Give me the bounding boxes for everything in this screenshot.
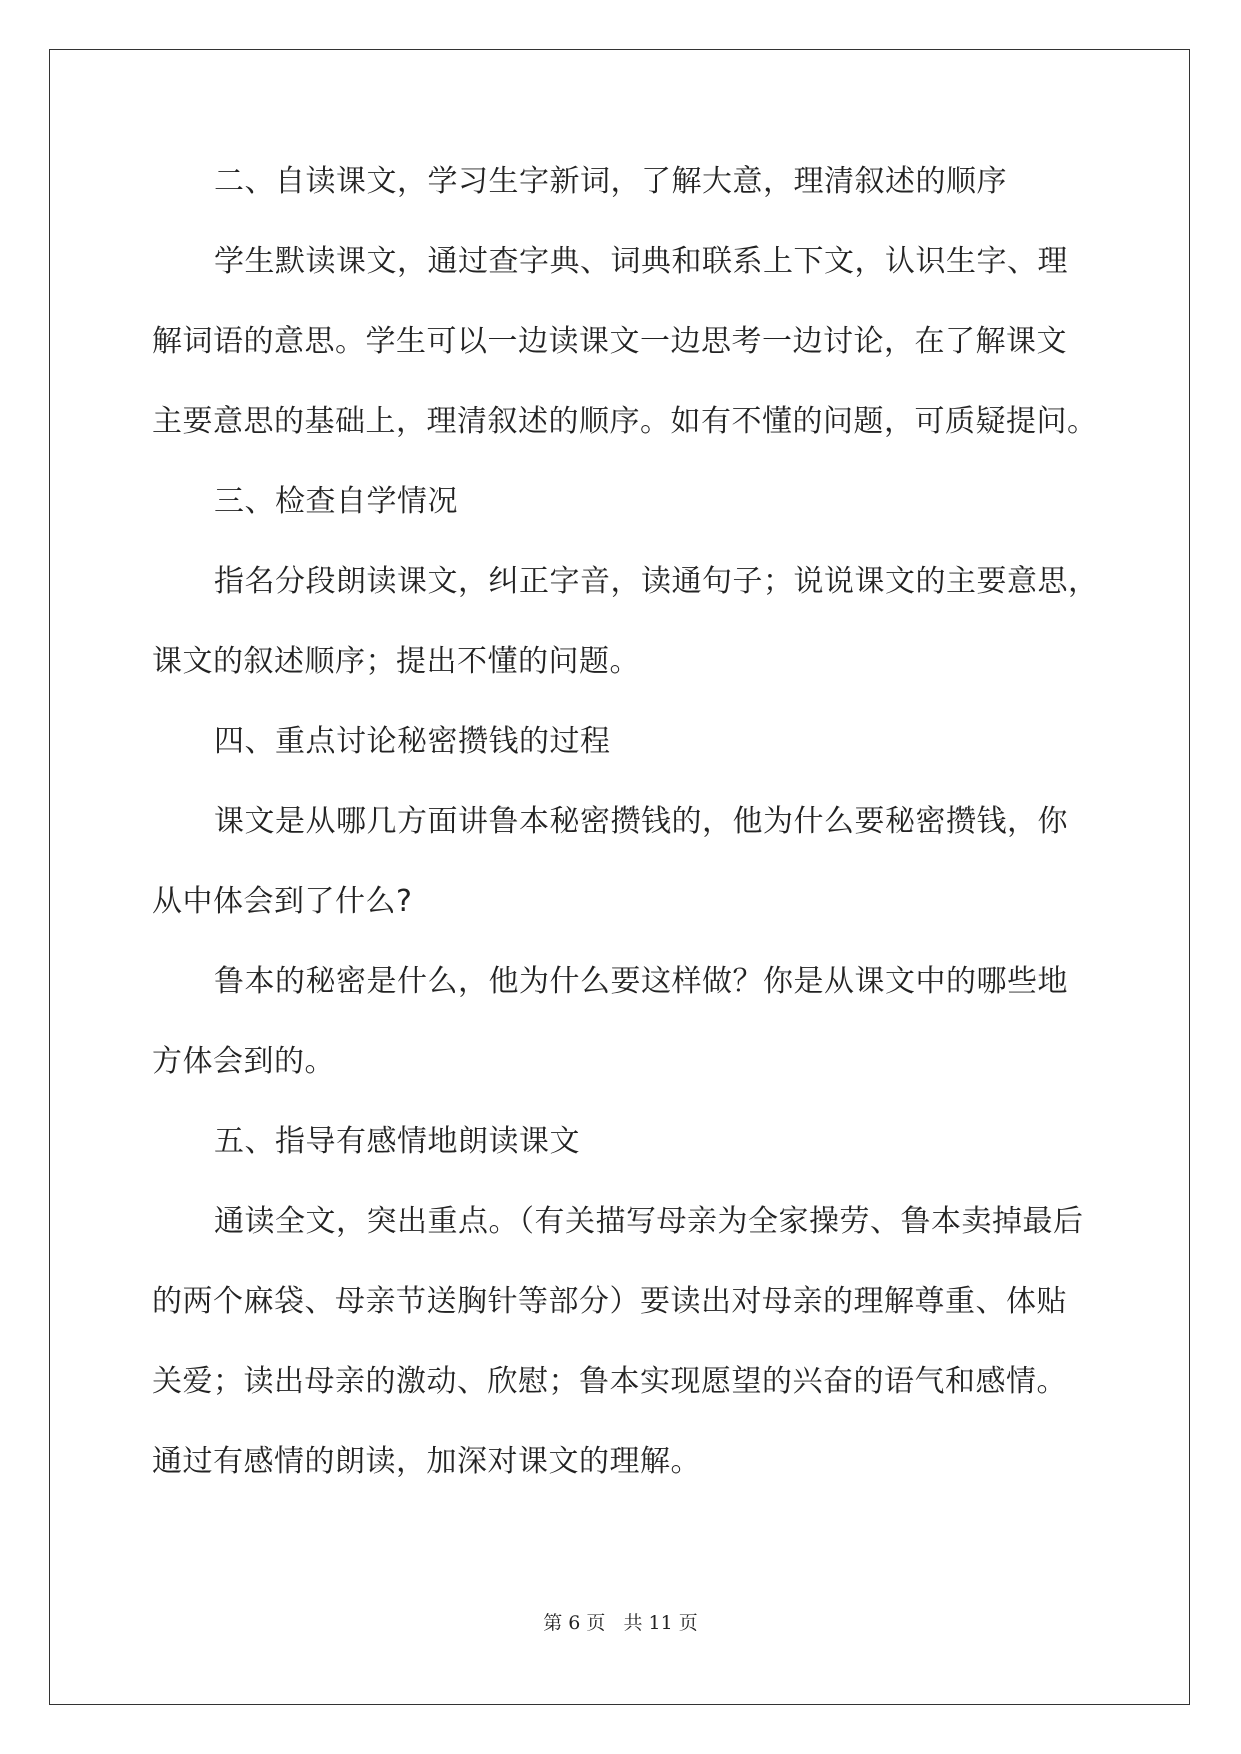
- text-line: 通过有感情的朗读，加深对课文的理解。: [152, 1444, 701, 1479]
- text-line: 从中体会到了什么?: [152, 884, 413, 919]
- text-line: 指名分段朗读课文，纠正字音，读通句子；说说课文的主要意思，: [214, 564, 1099, 599]
- text-line: 通读全文，突出重点。（有关描写母亲为全家操劳、鲁本卖掉最后: [214, 1204, 1084, 1239]
- total-pages: 共 11 页: [623, 1612, 698, 1634]
- document-body: [152, 162, 1099, 1522]
- text-line: 的两个麻袋、母亲节送胸针等部分）要读出对母亲的理解尊重、体贴: [152, 1284, 1067, 1319]
- text-line: 课文是从哪几方面讲鲁本秘密攒钱的，他为什么要秘密攒钱，你: [214, 804, 1068, 839]
- text-line: 二、自读课文，学习生字新词，了解大意，理清叙述的顺序: [214, 164, 1007, 199]
- page-number: 第 6 页: [543, 1612, 606, 1634]
- text-line: 学生默读课文，通过查字典、词典和联系上下文，认识生字、理: [214, 244, 1068, 279]
- text-line: 主要意思的基础上，理清叙述的顺序。如有不懂的问题，可质疑提问。: [152, 404, 1098, 439]
- text-line: 鲁本的秘密是什么，他为什么要这样做？你是从课文中的哪些地: [214, 964, 1068, 999]
- text-line: 五、指导有感情地朗读课文: [214, 1124, 580, 1159]
- text-line: 四、重点讨论秘密攒钱的过程: [214, 724, 611, 759]
- text-line: 关爱；读出母亲的激动、欣慰；鲁本实现愿望的兴奋的语气和感情。: [152, 1364, 1067, 1399]
- text-line: 课文的叙述顺序；提出不懂的问题。: [152, 644, 640, 679]
- text-line: 三、检查自学情况: [214, 484, 458, 519]
- text-line: 方体会到的。: [152, 1044, 335, 1079]
- text-line: 解词语的意思。学生可以一边读课文一边思考一边讨论，在了解课文: [152, 324, 1067, 359]
- page-footer: [0, 1608, 1241, 1635]
